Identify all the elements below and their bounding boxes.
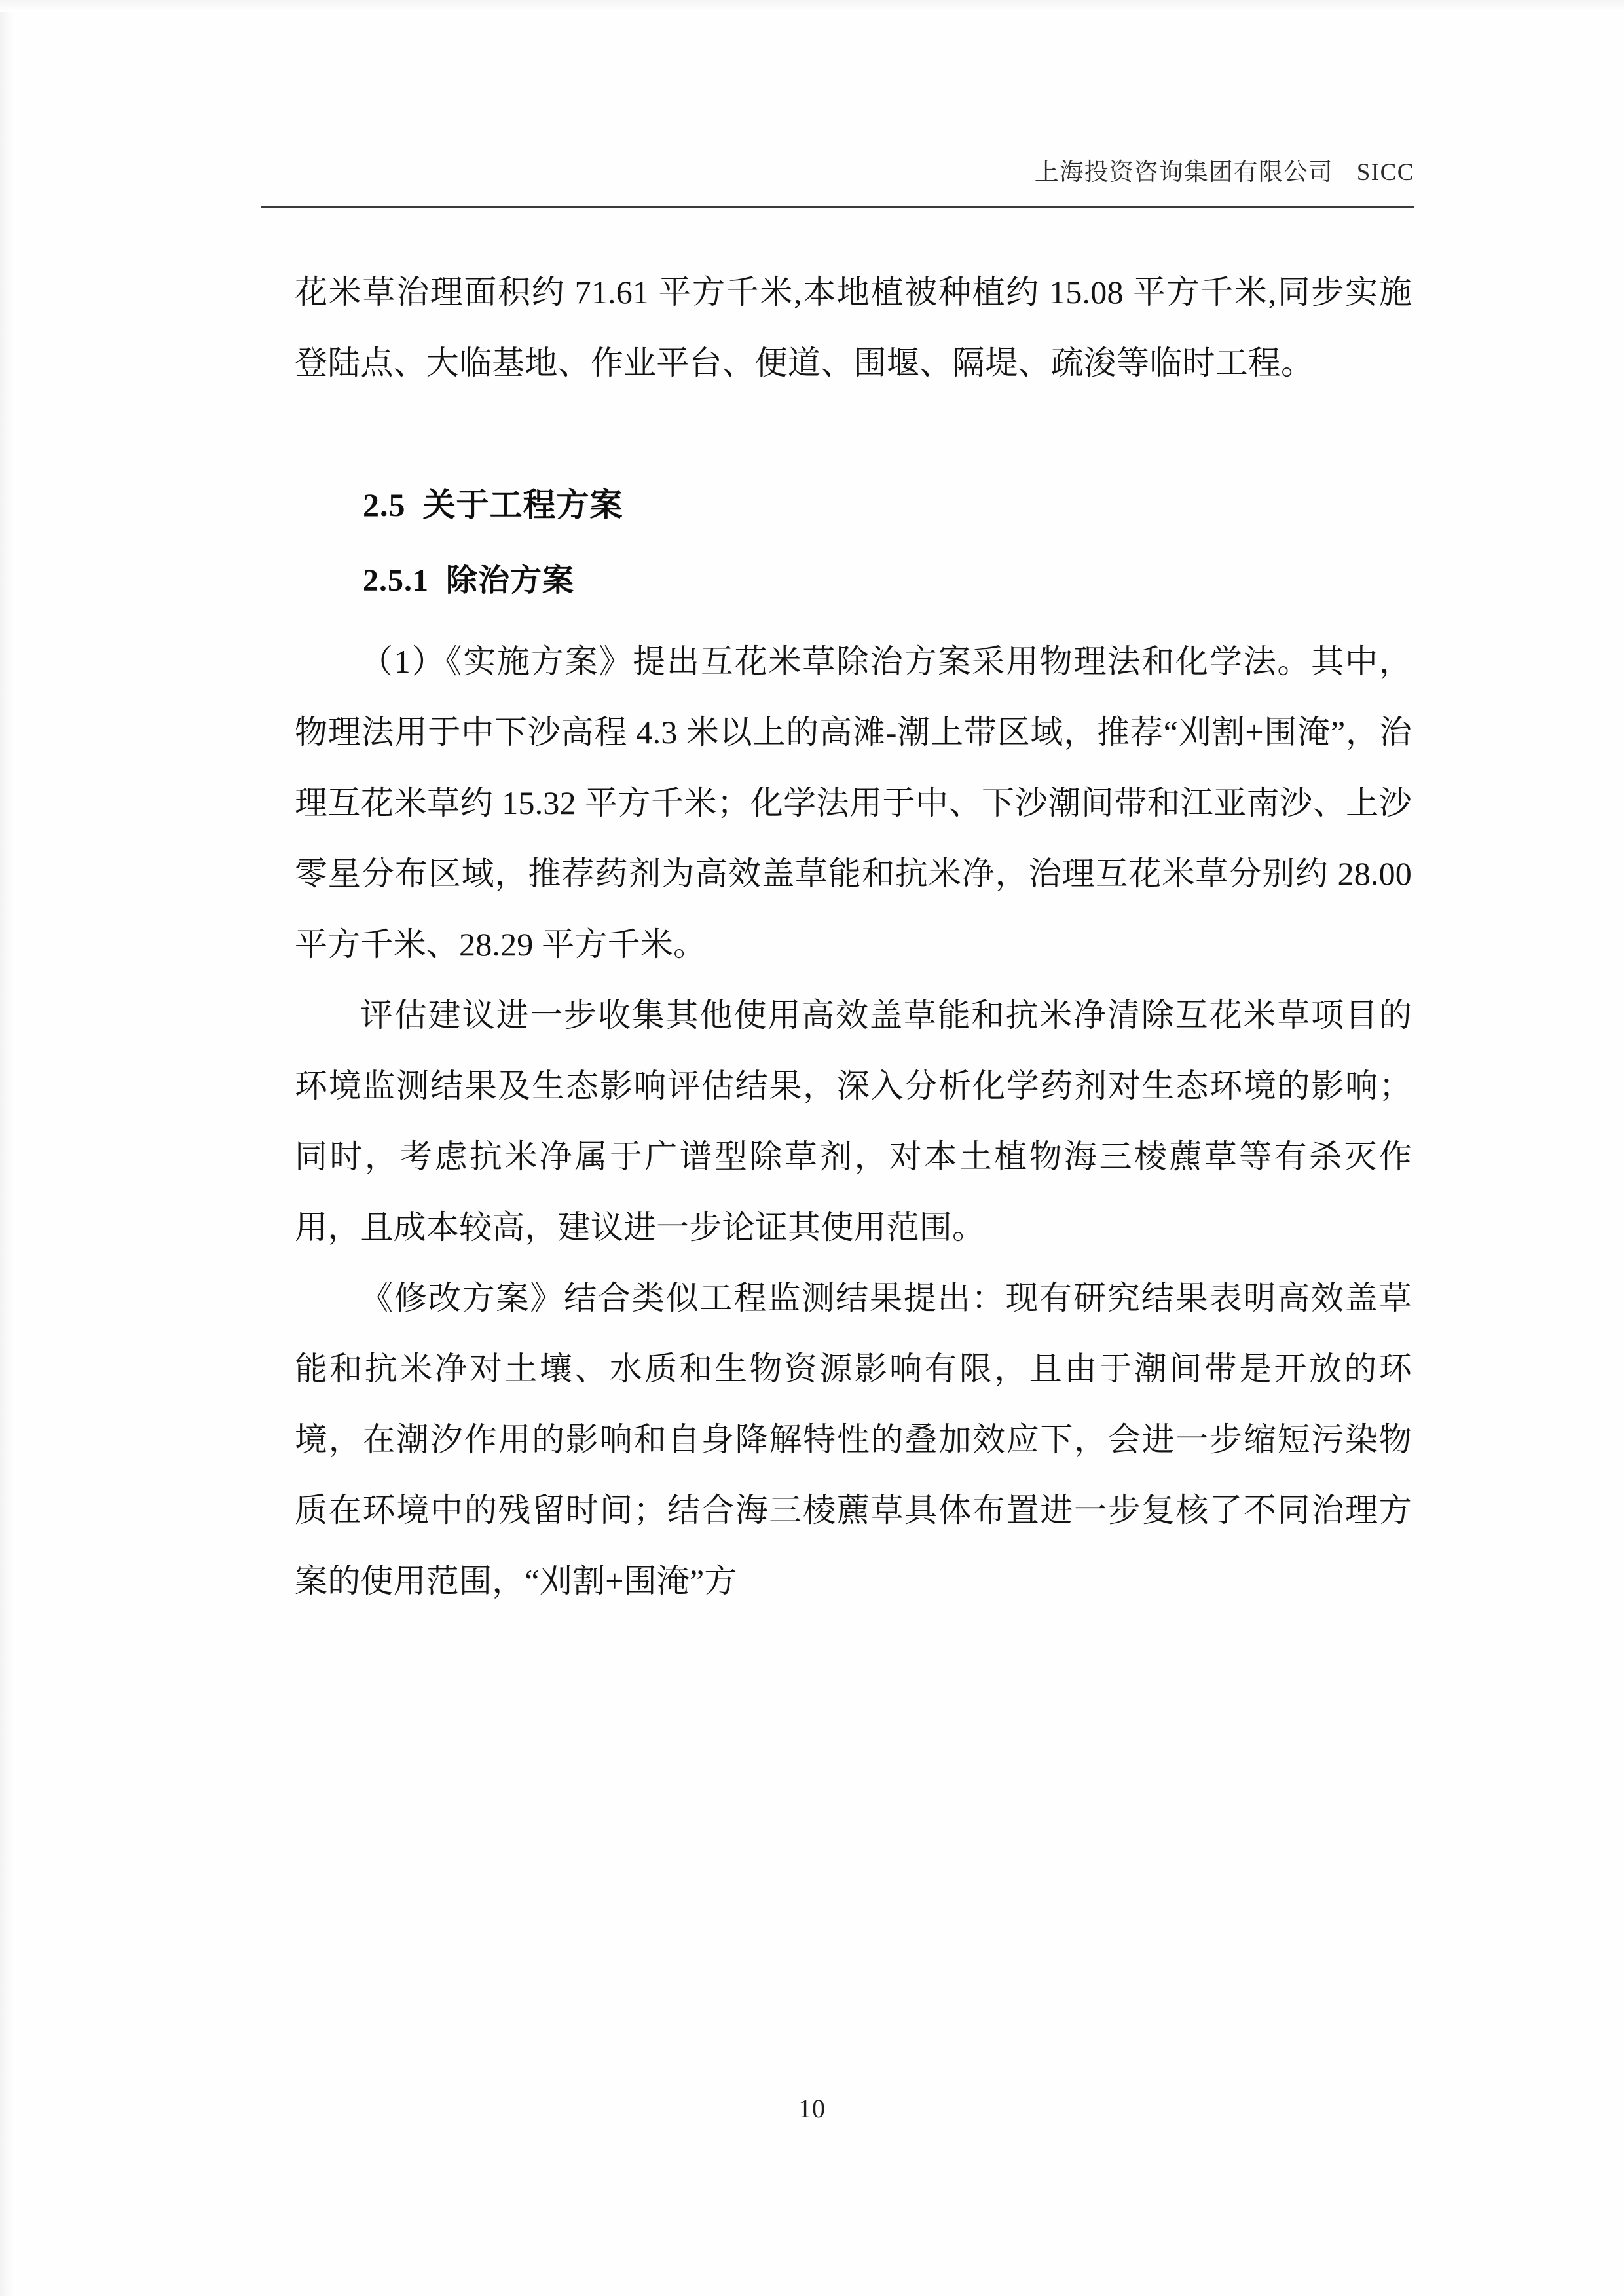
spacer-before-subsection	[295, 533, 1412, 553]
paragraph-1: （1）《实施方案》提出互花米草除治方案采用物理法和化学法。其中，物理法用于中下沙高程 4.3 米以上的高滩-潮上带区域，推荐“刈割+围淹”，治理互花米草约 15.32 平方千米；化学法用于中、下沙潮间带和江亚南沙、上沙零星分布区域，推荐药剂为高效盖草能和抗米净，治理互花米草分别约 28.00 平方千米、28.29 平方千米。	[295, 643, 1412, 963]
subsection-heading-2-5-1	[363, 553, 1412, 609]
paragraph-2: 评估建议进一步收集其他使用高效盖草能和抗米净清除互花米草项目的环境监测结果及生态影响评估结果，深入分析化学药剂对生态环境的影响；同时，考虑抗米净属于广谱型除草剂，对本土植物海三棱藨草等有杀灭作用，且成本较高，建议进一步论证其使用范围。	[295, 997, 1412, 1246]
section-number: 2.5	[363, 487, 406, 523]
page-number: 10	[798, 2094, 826, 2123]
spacer-before-paragraph-1	[295, 609, 1412, 626]
page-footer	[0, 2093, 1624, 2124]
scan-edge-top	[0, 0, 1624, 12]
header-company-abbr: SICC	[1356, 159, 1414, 186]
header-company-line	[1035, 152, 1414, 187]
section-title: 关于工程方案	[422, 487, 623, 523]
section-heading-2-5	[363, 477, 1412, 533]
opening-paragraph: 花米草治理面积约 71.61 平方千米,本地植被种植约 15.08 平方千米,同步实施登陆点、大临基地、作业平台、便道、围堰、隔堤、疏浚等临时工程。	[295, 274, 1412, 381]
header-company-name: 上海投资咨询集团有限公司	[1034, 159, 1333, 186]
paragraph-3: 《修改方案》结合类似工程监测结果提出：现有研究结果表明高效盖草能和抗米净对土壤、水质和生物资源影响有限，且由于潮间带是开放的环境，在潮汐作用的影响和自身降解特性的叠加效应下，会进一步缩短污染物质在环境中的残留时间；结合海三棱藨草具体布置进一步复核了不同治理方案的使用范围，“刈割+围淹”方	[295, 1280, 1412, 1599]
header-divider	[261, 206, 1414, 208]
spacer-before-section	[295, 398, 1412, 477]
subsection-title: 除治方案	[446, 563, 575, 598]
body-column	[295, 257, 1412, 1616]
page-header	[261, 152, 1414, 208]
scan-edge-left	[0, 0, 17, 2296]
subsection-number: 2.5.1	[363, 563, 429, 598]
